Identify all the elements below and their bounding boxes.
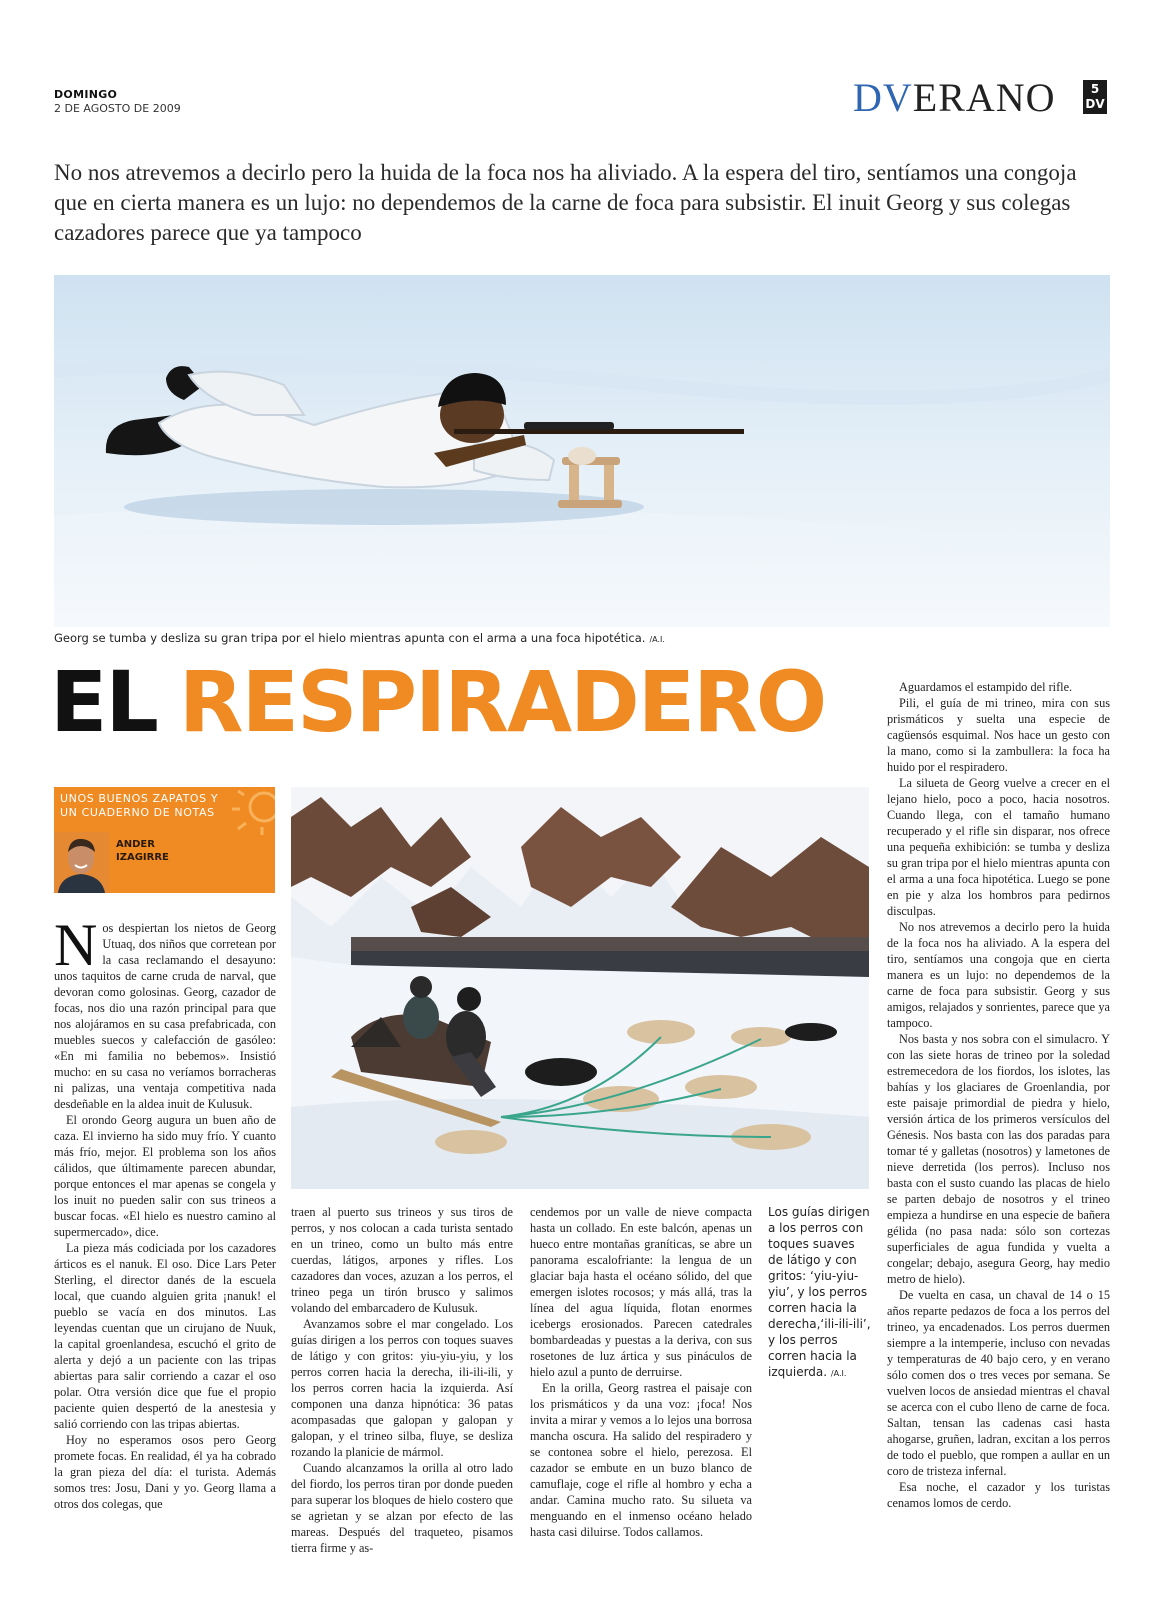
article-paragraph: La silueta de Georg vuelve a crecer en el lejano hielo, poco a poco, hacia nosotros. Cuando llega, con el tamaño humano recuperado y el rifle sin disparar, nos ofrece una pequeña exhibición: se tumba y desliza su gran tripa por el hielo mientras apunta con el arma a una foca hipotética. Luego se pone en pie y alza los hombros para pedirnos disculpas.: [887, 776, 1110, 918]
article-paragraph: La pieza más codiciada por los cazadores árticos es el nanuk. El oso. Dice Lars Peter Sterling, el director danés de la escuela local, que cuando alguien grita ¡nanuk! el pueblo se vacía en dos minutos. Las leyendas cuentan que un cirujano de Nuuk, la capital groenlandesa, escuchó el grito de alerta y dejó a un paciente con las tripas abiertas para salir corriendo a cazar el oso polar. Otra versión dice que fue el propio paciente quien despertó de la anestesia y salió corriendo con las tripas abiertas.: [54, 1241, 276, 1431]
section-title-line1: UNOS BUENOS ZAPATOS Y: [60, 792, 219, 805]
article-column-2: [291, 1204, 513, 1556]
sun-icon: [224, 787, 275, 852]
author-last-name: IZAGIRRE: [116, 852, 169, 863]
article-paragraph: De vuelta en casa, un chaval de 14 o 15 años reparte pedazos de foca a los perros del trineo, ya encadenados. Los perros duermen siempre a la intemperie, incluso con nevadas y temperaturas de 40 bajo cero, y en verano sólo comen dos o tres veces por semana. Se vuelven locos de ansiedad mientras el chaval se acerca con el cubo lleno de carne de foca. Saltan, tensan las cadenas casi hasta ahogarse, gruñen, ladran, excitan a los perros de todo el pueblo, que rompen a aullar en un coro de tristeza infernal.: [887, 1288, 1110, 1478]
page-number-badge: [1083, 80, 1107, 114]
article-paragraph: Cuando alcanzamos la orilla al otro lado del fiordo, los perros tiran por donde pueden para superar los bloques de hielo costero que se agrietan y se alzan por efecto de las mareas. Después del traqueteo, pisamos tierra firme y as-: [291, 1461, 513, 1555]
side-caption-text: Los guías dirigen a los perros con toques suaves de látigo y con gritos: ‘yiu-yiu-yiu’, y los perros corren hacia la derecha,‘ili-ili-ili’, y los perros corren hacia la izquierda.: [768, 1205, 871, 1379]
logo-dv: DV: [853, 75, 913, 120]
article-paragraph: Aguardamos el estampido del rifle.: [899, 680, 1073, 694]
side-caption-credit: /A.I.: [830, 1369, 847, 1378]
hunter-photo: [54, 275, 1110, 627]
side-caption: [768, 1204, 873, 1382]
drop-cap: N: [54, 912, 98, 978]
article-paragraph: Nos basta y nos sobra con el simulacro. Y con las siete horas de trineo por la soledad estremecedora de los fiordos, los islotes, las bahías y los glaciares de Groenlandia, por este paisaje primordial de piedra y hielo, versión ártica de los primeros versículos del Génesis. Nos basta con las dos paradas para tomar té y galletas (nosotros) y lametones de nieve derretida (los perros). Incluso nos basta con el susto cuando las placas de hielo se parten debajo de nosotros y el trineo empieza a hundirse en una especie de bañera gélida (no pasa nada: sólo son cortezas superficiales de agua fundida y vuelta a congelar; debajo, asegura Georg, hay medio metro de hielo).: [887, 1032, 1110, 1286]
page-number: 5: [1090, 82, 1100, 96]
author-name: [116, 838, 169, 864]
article-paragraph: Esa noche, el cazador y los turistas cenamos lomos de cerdo.: [887, 1480, 1110, 1510]
logo-erano: ERANO: [912, 75, 1056, 120]
lead-quote: No nos atrevemos a decirlo pero la huida de la foca nos ha aliviado. A la espera del tiro, sentíamos una congoja que en cierta manera es un lujo: no dependemos de la carne de foca para subsistir. El inuit Georg y sus colegas cazadores parece que ya tampoco: [54, 160, 1077, 245]
article-paragraph: Hoy no esperamos osos pero Georg promete focas. En realidad, él ya ha cobrado la gran pieza del día: el turista. Además somos tres: Josu, Dani y yo. Georg llama a otros dos colegas, que: [54, 1433, 276, 1511]
article-paragraph: cendemos por un valle de nieve compacta hasta un collado. En este balcón, apenas un hueco entre montañas graníticas, se abre un panorama escalofriante: la lengua de un glaciar baja hasta el océano sólido, del que emergen islotes rocosos; y más allá, tras la línea del agua líquida, flotan enormes icebergs erosionados. Parecen catedrales bombardeadas y puestas a la deriva, con sus rosetones de luz ártica y sus pináculos de hielo azul a punto de derruirse.: [530, 1205, 752, 1379]
section-logo: [853, 74, 1056, 122]
photo-caption: [54, 631, 665, 645]
article-paragraph: Pili, el guía de mi trineo, mira con sus prismáticos y suelta una especie de cagüensós esquimal. Nos hace un gesto con la mano, como si la zambullera: la foca ha huido por el respiradero.: [887, 696, 1110, 774]
page-tag: DV: [1085, 97, 1105, 111]
article-column-3: [530, 1204, 752, 1540]
article-paragraph-text: os despiertan los nietos de Georg Utuaq, dos niños que corretean por la casa reclamando el desayuno: unos taquitos de carne cruda de narval, que devoran como golosinas. Georg, cazador de focas, nos dio una razón principal para que nos alojáramos en su casa prefabricada, con muebles suecos y calefacción de gasóleo: «En mi familia no bebemos». Insistió mucho: en su casa no veríamos borracheras ni palizas, una ventaja competitiva nada desdeñable en la aldea inuit de Kulusuk.: [54, 921, 276, 1111]
article-paragraph: [54, 912, 276, 1112]
dateline-date: 2 DE AGOSTO DE 2009: [54, 102, 181, 115]
section-title: [60, 792, 218, 820]
section-title-line2: UN CUADERNO DE NOTAS: [60, 806, 215, 819]
dateline-day: DOMINGO: [54, 88, 118, 101]
article-paragraph: Avanzamos sobre el mar congelado. Los guías dirigen a los perros con toques suaves de látigo y con gritos: yiu-yiu-yiu, y los perros corren hacia la derecha, ili-ili-ili, y los perros corren hacia la izquierda. Así componen una danza hipnótica: 36 patas acompasadas que galopan y galopan y galopan, y el trineo silba, fluye, se desliza rozando la planicie de mármol.: [291, 1317, 513, 1459]
headline: [50, 652, 825, 752]
author-first-name: ANDER: [116, 839, 155, 850]
article-paragraph: En la orilla, Georg rastrea el paisaje con los prismáticos y da una voz: ¡foca! Nos invita a mirar y vemos a lo lejos una borrosa mancha oscura. Ha salido del respiradero y se contonea sobre el hielo, perezosa. El cazador se embute en un buzo blanco de camuflaje, coge el rifle al hombro y echa a andar. Camina mucho rato. Su silueta va menguando en el inmenso océano helado hasta casi diluirse. Todos callamos.: [530, 1381, 752, 1539]
article-column-5: [887, 679, 1110, 1511]
photo-caption-text: Georg se tumba y desliza su gran tripa por el hielo mientras apunta con el arma a una foca hipotética.: [54, 631, 646, 645]
headline-word-respiradero: RESPIRADERO: [178, 653, 826, 751]
author-box: [54, 787, 275, 893]
article-column-1: [54, 912, 276, 1512]
article-paragraph: traen al puerto sus trineos y sus tiros de perros, y nos colocan a cada turista sentado en un trineo, como un bulto más entre cuerdas, látigos, arpones y rifles. Los cazadores dan voces, azuzan a los perros, el trineo pega un tirón brusco y salimos volando del embarcadero de Kulusuk.: [291, 1205, 513, 1315]
article-paragraph: El orondo Georg augura un buen año de caza. El invierno ha sido muy frío. Y cuanto más frío, mejor. El problema son los años cálidos, que últimamente parecen abundar, porque entonces el mar apenas se congela y los inuit no pueden salir con sus trineos a buscar focas. «El hielo es nuestro camino al supermercado», dice.: [54, 1113, 276, 1239]
headline-word-el: EL: [50, 653, 157, 751]
author-avatar: [54, 832, 109, 893]
article-paragraph: No nos atrevemos a decirlo pero la huida de la foca nos ha aliviado. A la espera del tiro, sentíamos una congoja que en cierta manera es un lujo: no dependemos de la carne de foca para subsistir. Georg y sus amigos, relajados y sonrientes, parece que ya tampoco.: [887, 920, 1110, 1030]
dog-sled-photo: [291, 787, 869, 1189]
photo-credit: /A.I.: [649, 635, 665, 644]
